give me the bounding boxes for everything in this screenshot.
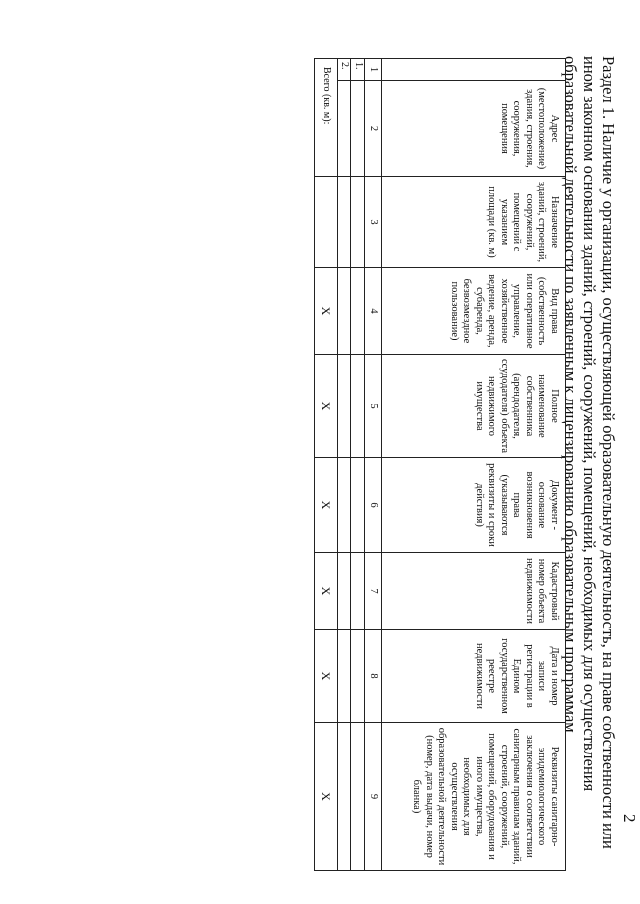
table-cell <box>338 81 352 177</box>
table-cell <box>338 355 352 458</box>
table-row <box>338 59 352 871</box>
table-cell <box>338 553 352 630</box>
header-cell: Полное наименование собственника (арендодателя, ссудодателя) объекта недвижимого имущества <box>382 355 566 458</box>
total-cell: Х <box>315 553 338 630</box>
total-cell: Х <box>315 458 338 553</box>
table-cell <box>351 268 365 355</box>
header-cell: Документ - основание возникновения права (указываются реквизиты и сроки действия) <box>382 458 566 553</box>
column-number: 6 <box>365 458 382 553</box>
table-row <box>351 59 365 871</box>
total-cell: Х <box>315 723 338 871</box>
premises-table <box>314 58 566 871</box>
header-cell: Назначение зданий, строений, сооружений, помещений с указанием площади (кв. м) <box>382 177 566 268</box>
column-number: 7 <box>365 553 382 630</box>
row-index: 1. <box>351 59 365 81</box>
total-row <box>315 59 338 871</box>
column-number: 3 <box>365 177 382 268</box>
header-cell: Реквизиты санитарно-эпидемиологического заключения о соответствии санитарным правилам зданий, строений, сооружений, помещений, оборудования и иного имущества, необходимых для осуществления образовательной деятельности (номер, дата выдачи, номер бланка) <box>382 723 566 871</box>
column-number: 1 <box>365 59 382 81</box>
table-header-row <box>382 59 566 871</box>
page-number: 2 <box>620 814 639 823</box>
column-number: 2 <box>365 81 382 177</box>
column-number-row <box>365 59 382 871</box>
header-cell: Дата и номер записи регистрации в Едином государственном реестре недвижимости <box>382 630 566 723</box>
table-cell <box>351 723 365 871</box>
column-number: 5 <box>365 355 382 458</box>
header-cell <box>382 59 566 81</box>
table-cell <box>351 458 365 553</box>
table-cell <box>351 81 365 177</box>
table-cell <box>351 630 365 723</box>
table-cell <box>338 458 352 553</box>
table-cell <box>351 355 365 458</box>
total-label: Всего (кв. м): <box>315 59 338 177</box>
header-cell: Адрес (местоположение) здания, строения, сооружения, помещения <box>382 81 566 177</box>
table-cell <box>351 177 365 268</box>
row-index: 2. <box>338 59 352 81</box>
total-cell: Х <box>315 268 338 355</box>
column-number: 8 <box>365 630 382 723</box>
header-cell: Вид права (собственность или оперативное управление, хозяйственное ведение, аренда, субаренда, безвозмездное пользование) <box>382 268 566 355</box>
section-heading: Раздел 1. Наличие у организации, осуществляющей образовательную деятельность, на праве собственности или ином законном основании зданий, строений, сооружений, помещений, необходимых для осуществления образовательной деятельности по заявленным к лицензированию образовательным программам <box>561 56 618 849</box>
table-cell <box>338 630 352 723</box>
header-cell: Кадастровый номер объекта недвижимости <box>382 553 566 630</box>
table-cell <box>338 723 352 871</box>
total-area-cell <box>315 177 338 268</box>
column-number: 9 <box>365 723 382 871</box>
table-cell <box>351 553 365 630</box>
total-cell: Х <box>315 630 338 723</box>
table-cell <box>338 177 352 268</box>
column-number: 4 <box>365 268 382 355</box>
table-cell <box>338 268 352 355</box>
total-cell: Х <box>315 355 338 458</box>
